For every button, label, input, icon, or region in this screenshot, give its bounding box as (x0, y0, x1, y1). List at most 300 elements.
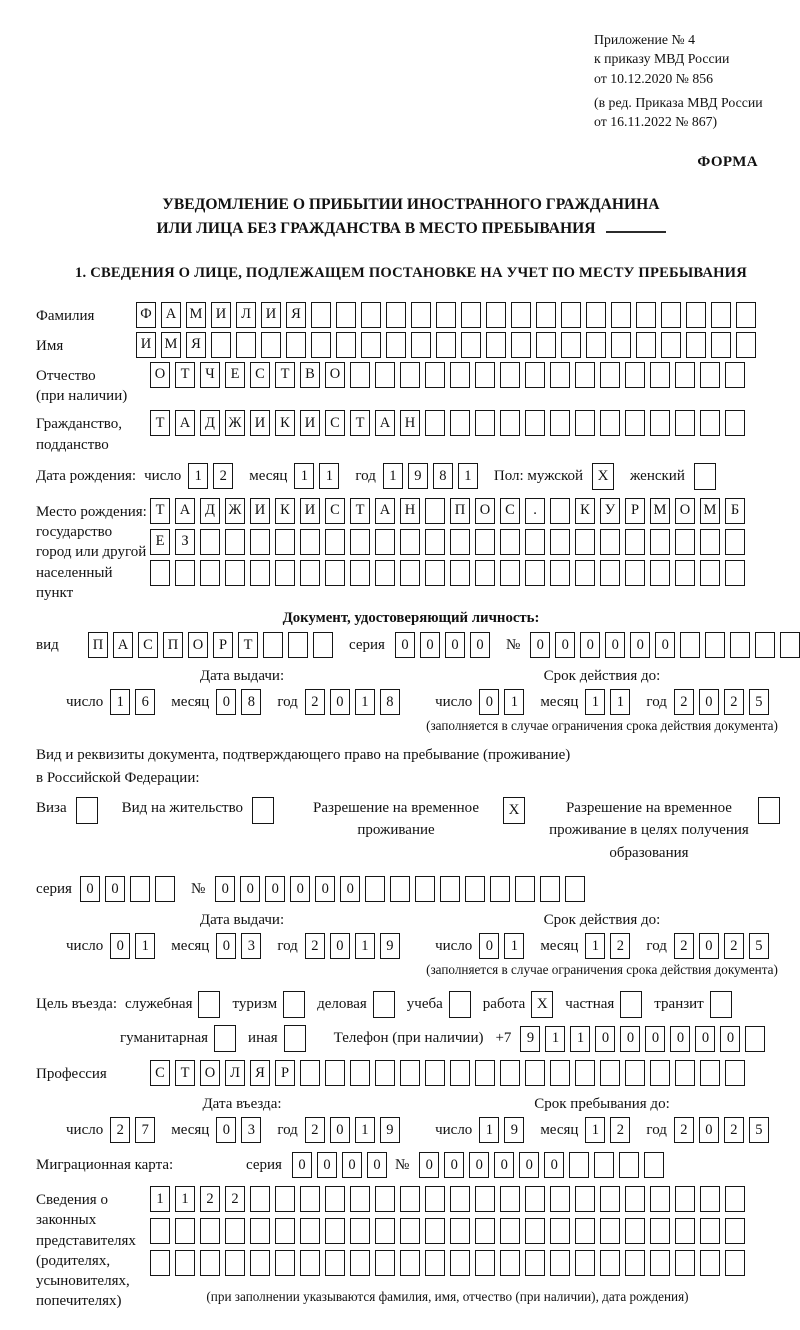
citizenship-cell-5[interactable]: И (250, 410, 270, 436)
identity-number-cell-7[interactable] (680, 632, 700, 658)
citizenship-cell-23[interactable] (700, 410, 720, 436)
representatives-row3-cell-10[interactable] (375, 1250, 395, 1276)
identity-number-cell-11[interactable] (780, 632, 800, 658)
residence-expiry-year-cell-1[interactable]: 2 (674, 933, 694, 959)
purpose-business-checkbox[interactable] (198, 991, 220, 1018)
birth-place-row1-cell-23[interactable]: М (700, 498, 720, 524)
representatives-row2-cell-14[interactable] (475, 1218, 495, 1244)
representatives-row1-cell-15[interactable] (500, 1186, 520, 1212)
temp-residence-checkbox[interactable]: X (503, 797, 525, 824)
identity-issue-year-cell-3[interactable]: 1 (355, 689, 375, 715)
entry-stay-year-cell-4[interactable]: 5 (749, 1117, 769, 1143)
residence-series-cell-2[interactable]: 0 (105, 876, 125, 902)
citizenship-cell-2[interactable]: А (175, 410, 195, 436)
birth-date-year-cell-2[interactable]: 9 (408, 463, 428, 489)
given-name-cell-23[interactable] (686, 332, 706, 358)
birth-place-row3-cell-14[interactable] (475, 560, 495, 586)
citizenship-cell-10[interactable]: А (375, 410, 395, 436)
birth-place-row3-cell-21[interactable] (650, 560, 670, 586)
birth-place-row3-cell-11[interactable] (400, 560, 420, 586)
patronymic-cell-1[interactable]: О (150, 362, 170, 388)
birth-place-row3-cell-5[interactable] (250, 560, 270, 586)
birth-place-row2-cell-22[interactable] (675, 529, 695, 555)
patronymic-cell-2[interactable]: Т (175, 362, 195, 388)
birth-place-row1-cell-11[interactable]: Н (400, 498, 420, 524)
representatives-row1-cell-23[interactable] (700, 1186, 720, 1212)
representatives-row1-cell-5[interactable] (250, 1186, 270, 1212)
profession-cell-10[interactable] (375, 1060, 395, 1086)
blank-underline[interactable] (606, 219, 666, 233)
residence-number-cell-6[interactable]: 0 (340, 876, 360, 902)
birth-place-row1-cell-1[interactable]: Т (150, 498, 170, 524)
given-name-cell-5[interactable] (236, 332, 256, 358)
residence-number-cell-4[interactable]: 0 (290, 876, 310, 902)
entry-stay-year-cell-3[interactable]: 2 (724, 1117, 744, 1143)
profession-cell-13[interactable] (450, 1060, 470, 1086)
birth-place-row2-cell-18[interactable] (575, 529, 595, 555)
identity-series-cell-4[interactable]: 0 (470, 632, 490, 658)
entry-stay-day-cell-2[interactable]: 9 (504, 1117, 524, 1143)
identity-issue-day-cell-2[interactable]: 6 (135, 689, 155, 715)
representatives-row1-cell-9[interactable] (350, 1186, 370, 1212)
representatives-row2-cell-2[interactable] (175, 1218, 195, 1244)
representatives-row1-cell-19[interactable] (600, 1186, 620, 1212)
representatives-row3-cell-7[interactable] (300, 1250, 320, 1276)
birth-date-month-cell-2[interactable]: 1 (319, 463, 339, 489)
migration-card-number-cell-9[interactable] (619, 1152, 639, 1178)
identity-number-cell-8[interactable] (705, 632, 725, 658)
representatives-row3-cell-21[interactable] (650, 1250, 670, 1276)
residence-number-cell-8[interactable] (390, 876, 410, 902)
residence-number-cell-14[interactable] (540, 876, 560, 902)
given-name-cell-25[interactable] (736, 332, 756, 358)
migration-card-number-cell-6[interactable]: 0 (544, 1152, 564, 1178)
birth-place-row2-cell-24[interactable] (725, 529, 745, 555)
profession-cell-5[interactable]: Я (250, 1060, 270, 1086)
surname-cell-10[interactable] (361, 302, 381, 328)
birth-place-row1-cell-10[interactable]: А (375, 498, 395, 524)
phone-cell-2[interactable]: 1 (545, 1026, 565, 1052)
residence-number-cell-12[interactable] (490, 876, 510, 902)
given-name-cell-14[interactable] (461, 332, 481, 358)
birth-place-row1-cell-22[interactable]: О (675, 498, 695, 524)
representatives-row1-cell-13[interactable] (450, 1186, 470, 1212)
birth-place-row2-cell-5[interactable] (250, 529, 270, 555)
representatives-row2-cell-8[interactable] (325, 1218, 345, 1244)
birth-place-row2-cell-23[interactable] (700, 529, 720, 555)
birth-place-row1-cell-3[interactable]: Д (200, 498, 220, 524)
residence-series-cell-3[interactable] (130, 876, 150, 902)
representatives-row3-cell-13[interactable] (450, 1250, 470, 1276)
representatives-row3-cell-18[interactable] (575, 1250, 595, 1276)
migration-card-number-cell-5[interactable]: 0 (519, 1152, 539, 1178)
representatives-row3-cell-23[interactable] (700, 1250, 720, 1276)
phone-cell-9[interactable]: 0 (720, 1026, 740, 1052)
patronymic-cell-22[interactable] (675, 362, 695, 388)
birth-place-row1-cell-13[interactable]: П (450, 498, 470, 524)
migration-card-number-cell-8[interactable] (594, 1152, 614, 1178)
birth-place-row3-cell-16[interactable] (525, 560, 545, 586)
birth-place-row1-cell-5[interactable]: И (250, 498, 270, 524)
phone-cell-6[interactable]: 0 (645, 1026, 665, 1052)
migration-card-series-cell-4[interactable]: 0 (367, 1152, 387, 1178)
patronymic-cell-8[interactable]: О (325, 362, 345, 388)
surname-cell-11[interactable] (386, 302, 406, 328)
entry-arrival-year-cell-4[interactable]: 9 (380, 1117, 400, 1143)
patronymic-cell-17[interactable] (550, 362, 570, 388)
birth-place-row1-cell-16[interactable]: . (525, 498, 545, 524)
representatives-row1-cell-24[interactable] (725, 1186, 745, 1212)
residence-number-cell-1[interactable]: 0 (215, 876, 235, 902)
representatives-row2-cell-10[interactable] (375, 1218, 395, 1244)
residence-expiry-year-cell-2[interactable]: 0 (699, 933, 719, 959)
profession-cell-15[interactable] (500, 1060, 520, 1086)
birth-place-row1-cell-4[interactable]: Ж (225, 498, 245, 524)
birth-date-year-cell-4[interactable]: 1 (458, 463, 478, 489)
birth-place-row2-cell-20[interactable] (625, 529, 645, 555)
citizenship-cell-16[interactable] (525, 410, 545, 436)
patronymic-cell-7[interactable]: В (300, 362, 320, 388)
birth-place-row3-cell-20[interactable] (625, 560, 645, 586)
representatives-row2-cell-20[interactable] (625, 1218, 645, 1244)
profession-cell-21[interactable] (650, 1060, 670, 1086)
surname-cell-5[interactable]: Л (236, 302, 256, 328)
given-name-cell-12[interactable] (411, 332, 431, 358)
surname-cell-2[interactable]: А (161, 302, 181, 328)
surname-cell-22[interactable] (661, 302, 681, 328)
representatives-row1-cell-4[interactable]: 2 (225, 1186, 245, 1212)
identity-number-cell-6[interactable]: 0 (655, 632, 675, 658)
identity-kind-cell-7[interactable]: Т (238, 632, 258, 658)
identity-expiry-year-cell-4[interactable]: 5 (749, 689, 769, 715)
citizenship-cell-21[interactable] (650, 410, 670, 436)
migration-card-number-cell-10[interactable] (644, 1152, 664, 1178)
birth-place-row2-cell-7[interactable] (300, 529, 320, 555)
surname-cell-23[interactable] (686, 302, 706, 328)
migration-card-series-cell-1[interactable]: 0 (292, 1152, 312, 1178)
residence-number-cell-3[interactable]: 0 (265, 876, 285, 902)
birth-place-row3-cell-18[interactable] (575, 560, 595, 586)
given-name-cell-21[interactable] (636, 332, 656, 358)
residence-issue-year-cell-2[interactable]: 0 (330, 933, 350, 959)
birth-place-row1-cell-18[interactable]: К (575, 498, 595, 524)
given-name-cell-3[interactable]: Я (186, 332, 206, 358)
surname-cell-13[interactable] (436, 302, 456, 328)
citizenship-cell-9[interactable]: Т (350, 410, 370, 436)
residence-expiry-day-cell-2[interactable]: 1 (504, 933, 524, 959)
given-name-cell-7[interactable] (286, 332, 306, 358)
profession-cell-12[interactable] (425, 1060, 445, 1086)
birth-date-year-cell-1[interactable]: 1 (383, 463, 403, 489)
identity-series-cell-3[interactable]: 0 (445, 632, 465, 658)
given-name-cell-1[interactable]: И (136, 332, 156, 358)
given-name-cell-15[interactable] (486, 332, 506, 358)
profession-cell-17[interactable] (550, 1060, 570, 1086)
representatives-row2-cell-7[interactable] (300, 1218, 320, 1244)
birth-place-row3-cell-10[interactable] (375, 560, 395, 586)
residence-number-cell-11[interactable] (465, 876, 485, 902)
migration-card-number-cell-3[interactable]: 0 (469, 1152, 489, 1178)
representatives-row1-cell-17[interactable] (550, 1186, 570, 1212)
patronymic-cell-13[interactable] (450, 362, 470, 388)
surname-cell-17[interactable] (536, 302, 556, 328)
patronymic-cell-16[interactable] (525, 362, 545, 388)
birth-place-row3-cell-22[interactable] (675, 560, 695, 586)
birth-date-month-cell-1[interactable]: 1 (294, 463, 314, 489)
citizenship-cell-17[interactable] (550, 410, 570, 436)
profession-cell-20[interactable] (625, 1060, 645, 1086)
representatives-row2-cell-15[interactable] (500, 1218, 520, 1244)
profession-cell-2[interactable]: Т (175, 1060, 195, 1086)
identity-number-cell-5[interactable]: 0 (630, 632, 650, 658)
birth-place-row2-cell-9[interactable] (350, 529, 370, 555)
birth-place-row1-cell-15[interactable]: С (500, 498, 520, 524)
birth-place-row3-cell-23[interactable] (700, 560, 720, 586)
representatives-row2-cell-13[interactable] (450, 1218, 470, 1244)
representatives-row3-cell-2[interactable] (175, 1250, 195, 1276)
birth-place-row3-cell-6[interactable] (275, 560, 295, 586)
identity-issue-day-cell-1[interactable]: 1 (110, 689, 130, 715)
residence-number-cell-13[interactable] (515, 876, 535, 902)
given-name-cell-2[interactable]: М (161, 332, 181, 358)
sex-male-checkbox[interactable]: X (592, 463, 614, 490)
representatives-row3-cell-11[interactable] (400, 1250, 420, 1276)
birth-place-row1-cell-21[interactable]: М (650, 498, 670, 524)
birth-place-row1-cell-12[interactable] (425, 498, 445, 524)
patronymic-cell-20[interactable] (625, 362, 645, 388)
representatives-row3-cell-9[interactable] (350, 1250, 370, 1276)
representatives-row1-cell-10[interactable] (375, 1186, 395, 1212)
birth-place-row2-cell-4[interactable] (225, 529, 245, 555)
representatives-row2-cell-11[interactable] (400, 1218, 420, 1244)
patronymic-cell-6[interactable]: Т (275, 362, 295, 388)
surname-cell-16[interactable] (511, 302, 531, 328)
representatives-row2-cell-18[interactable] (575, 1218, 595, 1244)
residence-number-cell-9[interactable] (415, 876, 435, 902)
migration-card-number-cell-1[interactable]: 0 (419, 1152, 439, 1178)
identity-kind-cell-4[interactable]: П (163, 632, 183, 658)
representatives-row2-cell-16[interactable] (525, 1218, 545, 1244)
birth-place-row1-cell-14[interactable]: О (475, 498, 495, 524)
entry-arrival-year-cell-1[interactable]: 2 (305, 1117, 325, 1143)
profession-cell-16[interactable] (525, 1060, 545, 1086)
representatives-row3-cell-14[interactable] (475, 1250, 495, 1276)
birth-place-row2-cell-14[interactable] (475, 529, 495, 555)
surname-cell-9[interactable] (336, 302, 356, 328)
birth-date-day-cell-2[interactable]: 2 (213, 463, 233, 489)
profession-cell-23[interactable] (700, 1060, 720, 1086)
given-name-cell-24[interactable] (711, 332, 731, 358)
migration-card-series-cell-2[interactable]: 0 (317, 1152, 337, 1178)
birth-place-row2-cell-1[interactable]: Е (150, 529, 170, 555)
citizenship-cell-4[interactable]: Ж (225, 410, 245, 436)
phone-cell-1[interactable]: 9 (520, 1026, 540, 1052)
representatives-row1-cell-16[interactable] (525, 1186, 545, 1212)
residence-series-cell-1[interactable]: 0 (80, 876, 100, 902)
birth-place-row2-cell-21[interactable] (650, 529, 670, 555)
representatives-row2-cell-12[interactable] (425, 1218, 445, 1244)
migration-card-number-cell-7[interactable] (569, 1152, 589, 1178)
purpose-transit-checkbox[interactable] (710, 991, 732, 1018)
entry-arrival-month-cell-1[interactable]: 0 (216, 1117, 236, 1143)
representatives-row2-cell-1[interactable] (150, 1218, 170, 1244)
identity-expiry-year-cell-2[interactable]: 0 (699, 689, 719, 715)
phone-cell-10[interactable] (745, 1026, 765, 1052)
birth-place-row1-cell-2[interactable]: А (175, 498, 195, 524)
entry-stay-year-cell-1[interactable]: 2 (674, 1117, 694, 1143)
entry-arrival-month-cell-2[interactable]: 3 (241, 1117, 261, 1143)
birth-place-row3-cell-15[interactable] (500, 560, 520, 586)
representatives-row3-cell-1[interactable] (150, 1250, 170, 1276)
identity-expiry-day-cell-1[interactable]: 0 (479, 689, 499, 715)
residence-number-cell-15[interactable] (565, 876, 585, 902)
given-name-cell-13[interactable] (436, 332, 456, 358)
representatives-row2-cell-6[interactable] (275, 1218, 295, 1244)
residence-issue-year-cell-3[interactable]: 1 (355, 933, 375, 959)
representatives-row3-cell-17[interactable] (550, 1250, 570, 1276)
birth-place-row1-cell-9[interactable]: Т (350, 498, 370, 524)
birth-place-row1-cell-24[interactable]: Б (725, 498, 745, 524)
birth-date-day-cell-1[interactable]: 1 (188, 463, 208, 489)
representatives-row1-cell-18[interactable] (575, 1186, 595, 1212)
profession-cell-18[interactable] (575, 1060, 595, 1086)
birth-place-row2-cell-2[interactable]: З (175, 529, 195, 555)
citizenship-cell-8[interactable]: С (325, 410, 345, 436)
given-name-cell-8[interactable] (311, 332, 331, 358)
phone-cell-7[interactable]: 0 (670, 1026, 690, 1052)
representatives-row3-cell-20[interactable] (625, 1250, 645, 1276)
identity-series-cell-1[interactable]: 0 (395, 632, 415, 658)
surname-cell-7[interactable]: Я (286, 302, 306, 328)
migration-card-series-cell-3[interactable]: 0 (342, 1152, 362, 1178)
citizenship-cell-3[interactable]: Д (200, 410, 220, 436)
visa-checkbox[interactable] (76, 797, 98, 824)
residence-expiry-year-cell-3[interactable]: 2 (724, 933, 744, 959)
residence-issue-month-cell-1[interactable]: 0 (216, 933, 236, 959)
citizenship-cell-7[interactable]: И (300, 410, 320, 436)
birth-place-row1-cell-19[interactable]: У (600, 498, 620, 524)
identity-expiry-day-cell-2[interactable]: 1 (504, 689, 524, 715)
birth-place-row3-cell-17[interactable] (550, 560, 570, 586)
surname-cell-6[interactable]: И (261, 302, 281, 328)
residence-expiry-month-cell-2[interactable]: 2 (610, 933, 630, 959)
profession-cell-7[interactable] (300, 1060, 320, 1086)
birth-place-row1-cell-20[interactable]: Р (625, 498, 645, 524)
patronymic-cell-14[interactable] (475, 362, 495, 388)
residence-issue-day-cell-2[interactable]: 1 (135, 933, 155, 959)
identity-issue-month-cell-2[interactable]: 8 (241, 689, 261, 715)
representatives-row1-cell-2[interactable]: 1 (175, 1186, 195, 1212)
profession-cell-19[interactable] (600, 1060, 620, 1086)
representatives-row3-cell-22[interactable] (675, 1250, 695, 1276)
representatives-row3-cell-3[interactable] (200, 1250, 220, 1276)
identity-number-cell-1[interactable]: 0 (530, 632, 550, 658)
representatives-row2-cell-17[interactable] (550, 1218, 570, 1244)
representatives-row1-cell-3[interactable]: 2 (200, 1186, 220, 1212)
birth-place-row3-cell-8[interactable] (325, 560, 345, 586)
birth-date-year-cell-3[interactable]: 8 (433, 463, 453, 489)
surname-cell-19[interactable] (586, 302, 606, 328)
representatives-row1-cell-22[interactable] (675, 1186, 695, 1212)
entry-stay-day-cell-1[interactable]: 1 (479, 1117, 499, 1143)
birth-place-row3-cell-4[interactable] (225, 560, 245, 586)
entry-stay-year-cell-2[interactable]: 0 (699, 1117, 719, 1143)
patronymic-cell-15[interactable] (500, 362, 520, 388)
identity-kind-cell-2[interactable]: А (113, 632, 133, 658)
surname-cell-21[interactable] (636, 302, 656, 328)
patronymic-cell-9[interactable] (350, 362, 370, 388)
residence-series-cell-4[interactable] (155, 876, 175, 902)
given-name-cell-4[interactable] (211, 332, 231, 358)
birth-place-row3-cell-1[interactable] (150, 560, 170, 586)
representatives-row3-cell-19[interactable] (600, 1250, 620, 1276)
citizenship-cell-1[interactable]: Т (150, 410, 170, 436)
identity-kind-cell-3[interactable]: С (138, 632, 158, 658)
representatives-row2-cell-23[interactable] (700, 1218, 720, 1244)
surname-cell-14[interactable] (461, 302, 481, 328)
identity-number-cell-9[interactable] (730, 632, 750, 658)
representatives-row1-cell-14[interactable] (475, 1186, 495, 1212)
identity-series-cell-2[interactable]: 0 (420, 632, 440, 658)
patronymic-cell-5[interactable]: С (250, 362, 270, 388)
surname-cell-1[interactable]: Ф (136, 302, 156, 328)
residence-number-cell-7[interactable] (365, 876, 385, 902)
representatives-row2-cell-9[interactable] (350, 1218, 370, 1244)
identity-expiry-year-cell-3[interactable]: 2 (724, 689, 744, 715)
patronymic-cell-10[interactable] (375, 362, 395, 388)
entry-stay-month-cell-2[interactable]: 2 (610, 1117, 630, 1143)
given-name-cell-9[interactable] (336, 332, 356, 358)
birth-place-row3-cell-3[interactable] (200, 560, 220, 586)
identity-kind-cell-9[interactable] (288, 632, 308, 658)
representatives-row3-cell-16[interactable] (525, 1250, 545, 1276)
patronymic-cell-19[interactable] (600, 362, 620, 388)
birth-place-row3-cell-19[interactable] (600, 560, 620, 586)
phone-cell-4[interactable]: 0 (595, 1026, 615, 1052)
residence-permit-checkbox[interactable] (252, 797, 274, 824)
residence-issue-month-cell-2[interactable]: 3 (241, 933, 261, 959)
identity-kind-cell-10[interactable] (313, 632, 333, 658)
surname-cell-18[interactable] (561, 302, 581, 328)
given-name-cell-17[interactable] (536, 332, 556, 358)
entry-arrival-year-cell-2[interactable]: 0 (330, 1117, 350, 1143)
residence-expiry-year-cell-4[interactable]: 5 (749, 933, 769, 959)
temp-residence-education-checkbox[interactable] (758, 797, 780, 824)
identity-kind-cell-6[interactable]: Р (213, 632, 233, 658)
citizenship-cell-18[interactable] (575, 410, 595, 436)
representatives-row3-cell-4[interactable] (225, 1250, 245, 1276)
representatives-row1-cell-8[interactable] (325, 1186, 345, 1212)
given-name-cell-20[interactable] (611, 332, 631, 358)
identity-issue-month-cell-1[interactable]: 0 (216, 689, 236, 715)
representatives-row3-cell-24[interactable] (725, 1250, 745, 1276)
profession-cell-22[interactable] (675, 1060, 695, 1086)
residence-number-cell-5[interactable]: 0 (315, 876, 335, 902)
residence-expiry-month-cell-1[interactable]: 1 (585, 933, 605, 959)
representatives-row2-cell-21[interactable] (650, 1218, 670, 1244)
profession-cell-11[interactable] (400, 1060, 420, 1086)
birth-place-row3-cell-12[interactable] (425, 560, 445, 586)
entry-arrival-year-cell-3[interactable]: 1 (355, 1117, 375, 1143)
identity-expiry-month-cell-2[interactable]: 1 (610, 689, 630, 715)
representatives-row3-cell-5[interactable] (250, 1250, 270, 1276)
representatives-row3-cell-6[interactable] (275, 1250, 295, 1276)
identity-number-cell-2[interactable]: 0 (555, 632, 575, 658)
citizenship-cell-22[interactable] (675, 410, 695, 436)
purpose-private-checkbox[interactable] (620, 991, 642, 1018)
profession-cell-8[interactable] (325, 1060, 345, 1086)
birth-place-row2-cell-8[interactable] (325, 529, 345, 555)
